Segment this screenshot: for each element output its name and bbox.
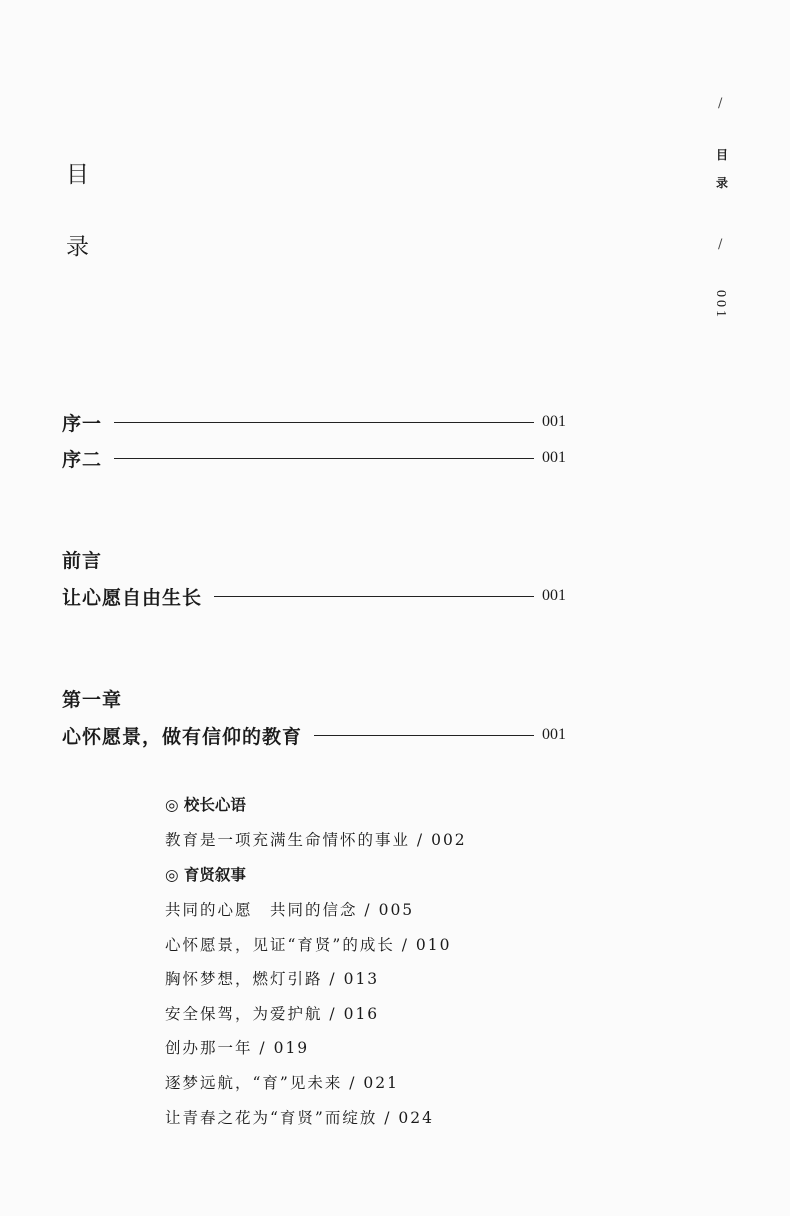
running-head-title-1: 目	[716, 148, 729, 162]
toc-heading: 第一章	[62, 689, 123, 711]
leader-line	[114, 422, 534, 423]
page-title-char-1: 目	[66, 162, 89, 188]
section-item[interactable]: 创办那一年 / 019	[165, 1039, 310, 1057]
section-item[interactable]: 心怀愿景，见证“育贤”的成长 / 010	[165, 936, 452, 954]
toc-entry[interactable]	[62, 722, 572, 748]
toc-entry-page: 001	[542, 449, 566, 466]
leader-line	[314, 735, 534, 736]
toc-entry[interactable]	[62, 409, 572, 435]
toc-entry-label: 心怀愿景，做有信仰的教育	[62, 725, 303, 748]
section-title: ◎ 育贤叙事	[165, 866, 246, 884]
toc-entry-label: 序二	[62, 448, 103, 471]
section-item[interactable]: 安全保驾，为爱护航 / 016	[165, 1005, 380, 1023]
toc-entry[interactable]	[62, 583, 572, 609]
running-head-slash-2: /	[718, 237, 723, 252]
page-title-char-2: 录	[66, 234, 89, 260]
section-item[interactable]: 让青春之花为“育贤”而绽放 / 024	[165, 1109, 435, 1127]
leader-line	[114, 458, 534, 459]
section-title: ◎ 校长心语	[165, 796, 246, 814]
toc-heading: 前言	[62, 550, 103, 572]
running-head-slash: /	[718, 96, 723, 111]
section-item[interactable]: 逐梦远航，“育”见未来 / 021	[165, 1074, 400, 1092]
section-item[interactable]: 教育是一项充满生命情怀的事业 / 002	[165, 831, 467, 849]
section-item[interactable]: 胸怀梦想，燃灯引路 / 013	[165, 970, 380, 988]
running-head-title-2: 录	[716, 176, 729, 190]
toc-entry-page: 001	[542, 587, 566, 604]
toc-entry[interactable]	[62, 445, 572, 471]
running-head-page-number: 001	[713, 290, 728, 320]
toc-entry-page: 001	[542, 726, 566, 743]
toc-entry-label: 序一	[62, 412, 103, 435]
section-item[interactable]: 共同的心愿 共同的信念 / 005	[165, 901, 415, 919]
leader-line	[214, 596, 534, 597]
toc-entry-page: 001	[542, 413, 566, 430]
toc-entry-label: 让心愿自由生长	[62, 586, 203, 609]
